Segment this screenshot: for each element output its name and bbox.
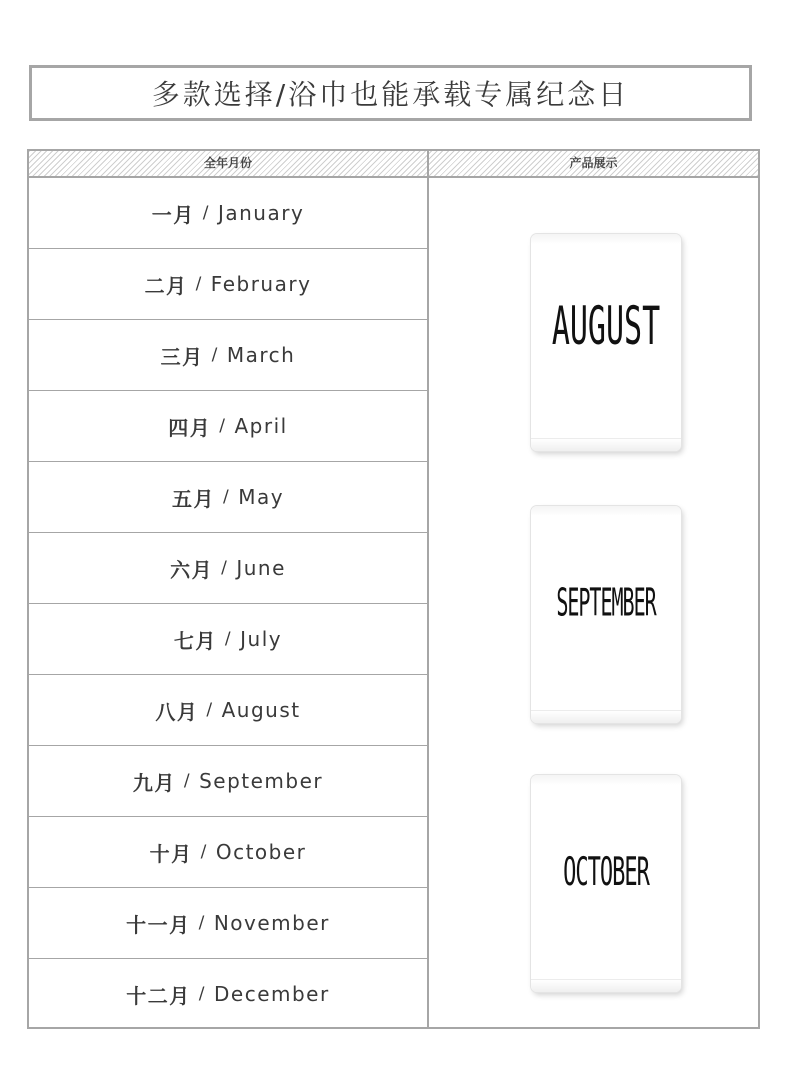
towel-image-august — [531, 234, 681, 451]
month-separator: / — [198, 984, 206, 1004]
month-row-june — [29, 533, 427, 604]
month-separator: / — [198, 913, 206, 933]
month-cn: 三月 — [160, 344, 204, 369]
towel-text-august: AUGUST — [551, 296, 661, 359]
month-en: July — [240, 627, 283, 651]
month-en: January — [217, 201, 305, 225]
month-row-may — [29, 462, 427, 533]
month-en: June — [236, 556, 286, 580]
month-row-february — [29, 249, 427, 320]
month-row-december — [29, 959, 427, 1029]
towel-image-october — [531, 775, 681, 992]
month-separator: / — [224, 629, 233, 649]
month-row-november — [29, 888, 427, 959]
month-cn: 七月 — [173, 628, 217, 653]
month-en: November — [213, 911, 330, 935]
month-cn: 二月 — [144, 273, 188, 298]
month-separator: / — [222, 487, 231, 507]
month-separator: / — [200, 842, 208, 862]
title-banner — [29, 65, 752, 121]
month-cn: 九月 — [132, 770, 176, 795]
month-cn: 五月 — [171, 486, 215, 511]
month-separator: / — [211, 345, 219, 365]
column-header-months — [29, 151, 427, 176]
month-table — [27, 149, 760, 1029]
month-en: October — [215, 840, 307, 864]
month-en: May — [238, 485, 285, 509]
towel-text-october: OCTOBER — [563, 851, 649, 896]
towel-image-september — [531, 506, 681, 723]
month-row-july — [29, 604, 427, 675]
table-header-row — [29, 151, 758, 178]
month-cn: 六月 — [170, 557, 214, 582]
column-header-display — [429, 151, 758, 176]
month-en: August — [221, 698, 301, 722]
month-row-october — [29, 817, 427, 888]
column-header-display-label: 产品展示 — [569, 156, 618, 170]
month-row-august — [29, 675, 427, 746]
month-row-january — [29, 178, 427, 249]
month-en: December — [214, 982, 330, 1006]
month-separator: / — [183, 771, 192, 791]
month-separator: / — [195, 274, 203, 294]
page-title: 多款选择/浴巾也能承载专属纪念日 — [151, 78, 630, 111]
month-row-september — [29, 746, 427, 817]
month-cn: 十一月 — [126, 912, 191, 937]
month-cn: 四月 — [168, 415, 212, 440]
month-separator: / — [219, 416, 227, 436]
month-en: March — [226, 343, 296, 367]
month-cn: 十二月 — [126, 983, 191, 1008]
month-separator: / — [221, 558, 229, 578]
column-header-months-label: 全年月份 — [203, 156, 252, 170]
month-separator: / — [206, 700, 214, 720]
month-en: April — [234, 414, 288, 438]
month-row-march — [29, 320, 427, 391]
towel-text-september: SEPTEMBER — [556, 579, 656, 625]
column-divider — [427, 151, 429, 1027]
month-separator: / — [202, 203, 210, 223]
month-en: February — [210, 272, 312, 296]
month-cn: 一月 — [151, 202, 195, 227]
month-en: September — [199, 769, 324, 793]
month-list — [29, 178, 427, 1029]
month-row-april — [29, 391, 427, 462]
month-cn: 八月 — [155, 699, 199, 724]
month-cn: 十月 — [149, 841, 193, 866]
